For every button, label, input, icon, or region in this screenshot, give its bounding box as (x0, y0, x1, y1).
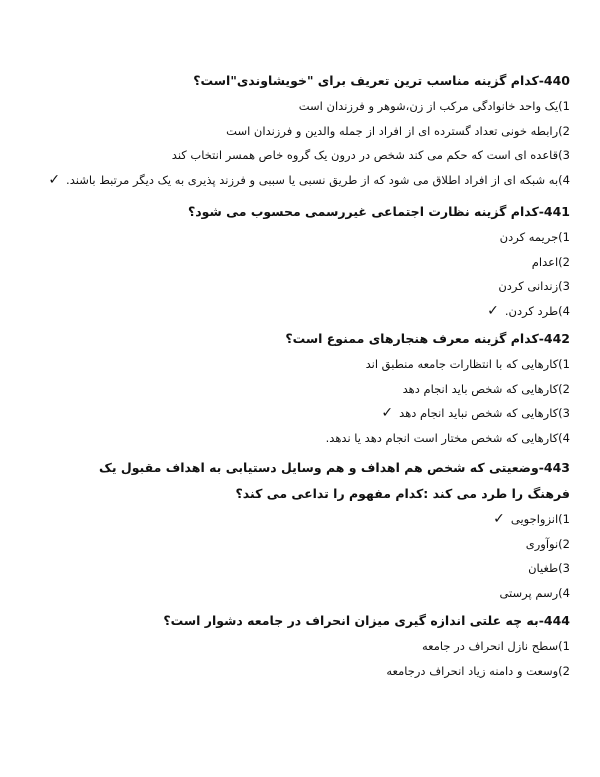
check-mark-icon: ✓ (48, 171, 61, 188)
option-4 (60, 581, 570, 606)
option-4 (60, 426, 570, 451)
option-4 (60, 299, 570, 324)
option-text: 1)سطح نازل انحراف در جامعه (422, 639, 570, 653)
check-mark-icon: ✓ (493, 511, 505, 527)
option-text: 4)کارهایی که شخص مختار است انجام دهد یا ندهد. (325, 430, 570, 445)
question-title: 441-کدام گزینه نظارت اجتماعی غیررسمی محسوب می شود؟ (187, 204, 570, 219)
check-mark-icon: ✓ (487, 302, 499, 319)
option-1 (60, 352, 570, 377)
option-1 (60, 634, 570, 659)
option-1 (60, 94, 570, 119)
option-1 (60, 507, 570, 532)
option-text: 2)وسعت و دامنه زیاد انحراف درجامعه (386, 663, 570, 678)
option-text: 1)انزواجویی (510, 512, 570, 526)
option-text: 4)به شبکه ای از افراد اطلاق می شود که از طریق نسبی یا سببی و فرزند پذیری به یک دیگر مرتبط باشند. (66, 172, 570, 187)
option-3 (60, 143, 570, 168)
option-text: 2)کارهایی که شخص باید انجام دهد (402, 381, 570, 396)
option-2 (60, 659, 570, 684)
option-1 (60, 225, 570, 250)
option-2 (60, 377, 570, 402)
option-text: 4)طرد کردن. (504, 303, 570, 318)
option-text: 4)رسم پرستی (499, 585, 570, 600)
option-3 (60, 401, 570, 426)
option-text: 1)کارهایی که با انتظارات جامعه منطبق اند (365, 357, 570, 371)
option-2 (60, 250, 570, 275)
question-441 (60, 199, 570, 323)
option-text: 2)نوآوری (525, 536, 570, 551)
option-2 (60, 119, 570, 144)
question-title: 442-کدام گزینه معرف هنجارهای ممنوع است؟ (285, 331, 570, 346)
question-444 (60, 608, 570, 683)
question-443 (60, 455, 570, 605)
question-title: 443-وضعیتی که شخص هم اهداف و هم وسایل دستیابی به اهداف مقبول یک فرهنگ را طرد می کند :کدام مفهوم را تداعی می کند؟ (99, 460, 570, 501)
option-text: 3)کارهایی که شخص نباید انجام دهد (399, 406, 570, 420)
option-text: 2)رابطه خونی تعداد گسترده ای از افراد از جمله والدین و فرزندان است (226, 123, 570, 138)
option-text: 3)قاعده ای است که حکم می کند شخص در درون یک گروه خاص همسر انتخاب کند (171, 148, 570, 162)
option-4 (48, 168, 570, 193)
option-text: 3)زندانی کردن (498, 279, 570, 293)
option-text: 3)طغیان (528, 561, 570, 575)
question-title: 444-به چه علتی اندازه گیری میزان انحراف در جامعه دشوار است؟ (163, 613, 570, 628)
option-text: 1)یک واحد خانوادگی مرکب از زن،شوهر و فرزندان است (298, 99, 570, 113)
option-2 (60, 532, 570, 557)
check-mark-icon: ✓ (381, 405, 394, 421)
option-3 (60, 556, 570, 581)
option-3 (60, 274, 570, 299)
question-title: 440-کدام گزینه مناسب ترین تعریف برای "خویشاوندی"است؟ (193, 73, 570, 88)
option-text: 2)اعدام (531, 254, 570, 269)
question-440 (48, 68, 570, 192)
question-442 (60, 326, 570, 450)
option-text: 1)جریمه کردن (499, 230, 570, 244)
